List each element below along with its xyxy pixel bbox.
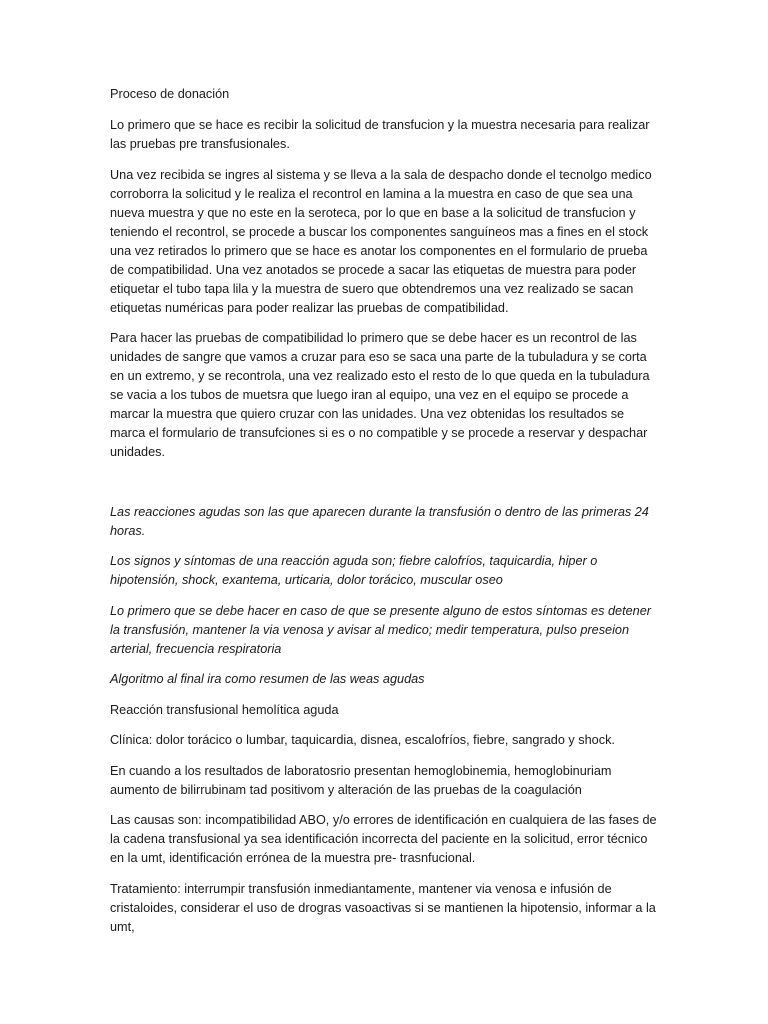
document-body: [110, 85, 658, 948]
paragraph-acute-reactions-first-steps: Lo primero que se debe hacer en caso de que se presente alguno de estos síntomas es detener la transfusión, mantener la via venosa y avisar al medico; medir temperatura, pulso preseion arterial, frecuencia respiratoria: [110, 603, 651, 656]
paragraph-acute-reactions-definition: Las reacciones agudas son las que aparecen durante la transfusión o dentro de las primeras 24 horas.: [110, 504, 649, 538]
paragraph-treatment: Tratamiento: interrumpir transfusión inmediantamente, mantener via venosa e infusión de cristaloides, considerar el uso de drogras vasoactivas si se mantienen la hipotensio, informar a la umt,: [110, 881, 656, 934]
paragraph-acute-reactions-symptoms: Los signos y síntomas de una reacción aguda son; fiebre calofríos, taquicardia, hiper o hipotensión, shock, exantema, urticaria, dolor torácico, muscular oseo: [110, 554, 598, 587]
paragraph-hemolytic-heading: Reacción transfusional hemolítica aguda: [110, 702, 339, 717]
paragraph-algorithm-note: Algoritmo al final ira como resumen de las weas agudas: [110, 672, 425, 686]
paragraph-clinical: Clínica: dolor torácico o lumbar, taquicardia, disnea, escalofríos, fiebre, sangrado y shock.: [110, 733, 615, 747]
section-spacer: [110, 474, 658, 503]
paragraph-causes: Las causas son: incompatibilidad ABO, y/o errores de identificación en cualquiera de las fases de la cadena transfusional ya sea identificación incorrecta del paciente en la solicitud, error técnico en la umt, identificación errónea de la muestra pre- trasnfucional.: [110, 813, 657, 865]
paragraph-dispatch-process: Una vez recibida se ingres al sistema y se lleva a la sala de despacho donde el tecnolgo medico corroborra la solicitud y le realiza el recontrol en lamina a la muestra en caso de que sea una nueva muestra y que no este en la seroteca, por lo que en base a la solicitud de transfucion y teniendo el recontrol, se procede a buscar los componentes sanguíneos mas a fines en el stock una vez retirados lo primero que se hace es anotar los componentes en el formulario de prueba de compatibilidad. Una vez anotados se procede a sacar las etiquetas de muestra para poder etiquetar el tubo tapa lila y la muestra de suero que obtendremos una vez realizado se sacan etiquetas numéricas para poder realizar las pruebas de compatibilidad.: [110, 167, 652, 315]
document-title: Proceso de donación: [110, 87, 230, 101]
paragraph-lab-results: En cuando a los resultados de laboratosrio presentan hemoglobinemia, hemoglobinuriam aumento de bilirrubinam tad positivom y alteración de las pruebas de la coagulación: [110, 763, 612, 797]
paragraph-compatibility-tests: Para hacer las pruebas de compatibilidad lo primero que se debe hacer es un recontrol de las unidades de sangre que vamos a cruzar para eso se saca una parte de la tubuladura y se corta en un extremo, y se recontrola, una vez realizado esto el resto de lo que queda en la tubuladura se vacia a los tubos de muetsra que luego iran al equipo, una vez en el equipo se procede a marcar la muestra que quiero cruzar con las unidades. Una vez obtenidas los resultados se marca el formulario de transufciones si es o no compatible y se procede a reservar y despachar unidades.: [110, 331, 650, 459]
paragraph-reception: Lo primero que se hace es recibir la solicitud de transfucion y la muestra necesaria para realizar las pruebas pre transfusionales.: [110, 118, 650, 151]
